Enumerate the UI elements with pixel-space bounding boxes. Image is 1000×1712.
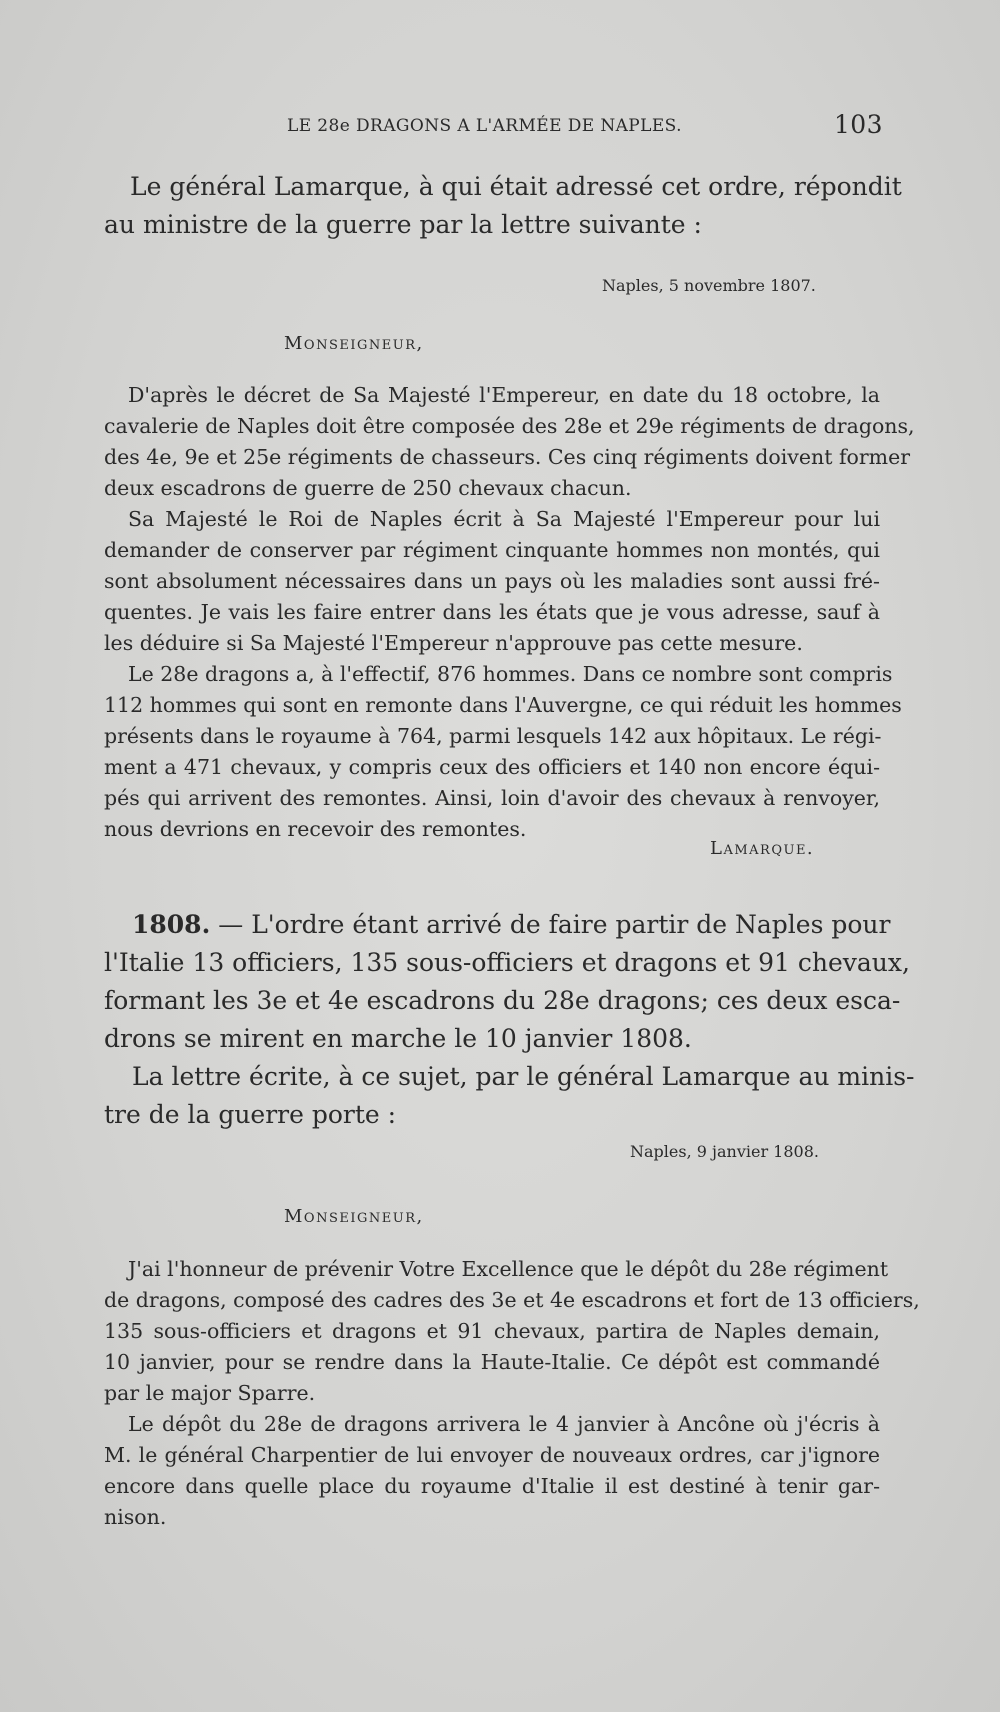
text-line: des 4e, 9e et 25e régiments de chasseurs. Ces cinq régiments doivent former <box>104 445 911 469</box>
text-line: Le général Lamarque, à qui était adressé cet ordre, répondit <box>130 172 902 201</box>
text-line <box>104 906 891 944</box>
letter-paragraph <box>104 504 880 659</box>
text-line: ment a 471 chevaux, y compris ceux des officiers et 140 non encore équi- <box>104 755 880 779</box>
letter-paragraph <box>104 659 902 845</box>
letter-paragraph <box>104 1409 880 1533</box>
text-line: quentes. Je vais les faire entrer dans les états que je vous adresse, sauf à <box>104 600 880 624</box>
letter-body <box>104 380 915 845</box>
letter-signature: Lamarque. <box>710 838 815 859</box>
text-line: Le dépôt du 28e de dragons arrivera le 4 janvier à Ancône où j'écris à <box>128 1412 880 1436</box>
text-line: nison. <box>104 1505 167 1529</box>
text-line: demander de conserver par régiment cinquante hommes non montés, qui <box>104 538 880 562</box>
text-line: formant les 3e et 4e escadrons du 28e dragons; ces deux esca- <box>104 986 901 1015</box>
text-line: encore dans quelle place du royaume d'Italie il est destiné à tenir gar- <box>104 1474 880 1498</box>
running-title: LE 28e DRAGONS A L'ARMÉE DE NAPLES. <box>287 116 682 136</box>
text-line: M. le général Charpentier de lui envoyer de nouveaux ordres, car j'ignore <box>104 1443 880 1467</box>
letter-salutation: Monseigneur, <box>284 1206 424 1227</box>
text-line: nous devrions en recevoir des remontes. <box>104 817 527 841</box>
letter-dateline: Naples, 5 novembre 1807. <box>602 276 816 295</box>
letter-paragraph <box>104 380 915 504</box>
text-line: les déduire si Sa Majesté l'Empereur n'approuve pas cette mesure. <box>104 631 803 655</box>
text-line: 112 hommes qui sont en remonte dans l'Auvergne, ce qui réduit les hommes <box>104 693 902 717</box>
text-line: Le 28e dragons a, à l'effectif, 876 hommes. Dans ce nombre sont compris <box>128 662 893 686</box>
text-line: pés qui arrivent des remontes. Ainsi, loin d'avoir des chevaux à renvoyer, <box>104 786 880 810</box>
text-line: D'après le décret de Sa Majesté l'Empereur, en date du 18 octobre, la <box>128 383 880 407</box>
section-1808 <box>104 906 915 1134</box>
letter-body <box>104 1254 920 1533</box>
text-line: cavalerie de Naples doit être composée des 28e et 29e régiments de dragons, <box>104 414 915 438</box>
text-line: au ministre de la guerre par la lettre suivante : <box>104 210 702 239</box>
text-line: La lettre écrite, à ce sujet, par le général Lamarque au minis- <box>132 1062 915 1091</box>
text-line: de dragons, composé des cadres des 3e et 4e escadrons et fort de 13 officiers, <box>104 1288 920 1312</box>
text-line: drons se mirent en marche le 10 janvier 1808. <box>104 1024 692 1053</box>
letter-salutation: Monseigneur, <box>284 333 424 354</box>
letter-dateline: Naples, 9 janvier 1808. <box>630 1142 819 1161</box>
intro-paragraph <box>104 168 902 244</box>
text-line: tre de la guerre porte : <box>104 1100 397 1129</box>
text-line: deux escadrons de guerre de 250 chevaux chacun. <box>104 476 632 500</box>
letter-paragraph <box>104 1254 920 1409</box>
text-line: sont absolument nécessaires dans un pays où les maladies sont aussi fré- <box>104 569 880 593</box>
section-line: — L'ordre étant arrivé de faire partir de Naples pour <box>218 910 891 939</box>
text-line: Sa Majesté le Roi de Naples écrit à Sa Majesté l'Empereur pour lui <box>128 507 880 531</box>
text-line: l'Italie 13 officiers, 135 sous-officiers et dragons et 91 chevaux, <box>104 948 910 977</box>
text-line: 135 sous-officiers et dragons et 91 chevaux, partira de Naples demain, <box>104 1319 880 1343</box>
text-line: présents dans le royaume à 764, parmi lesquels 142 aux hôpitaux. Le régi- <box>104 724 882 748</box>
text-line: par le major Sparre. <box>104 1381 316 1405</box>
text-line: 10 janvier, pour se rendre dans la Haute-Italie. Ce dépôt est commandé <box>104 1350 880 1374</box>
page-number: 103 <box>834 110 883 139</box>
year-heading: 1808. <box>132 910 211 939</box>
text-line: J'ai l'honneur de prévenir Votre Excellence que le dépôt du 28e régiment <box>128 1257 889 1281</box>
